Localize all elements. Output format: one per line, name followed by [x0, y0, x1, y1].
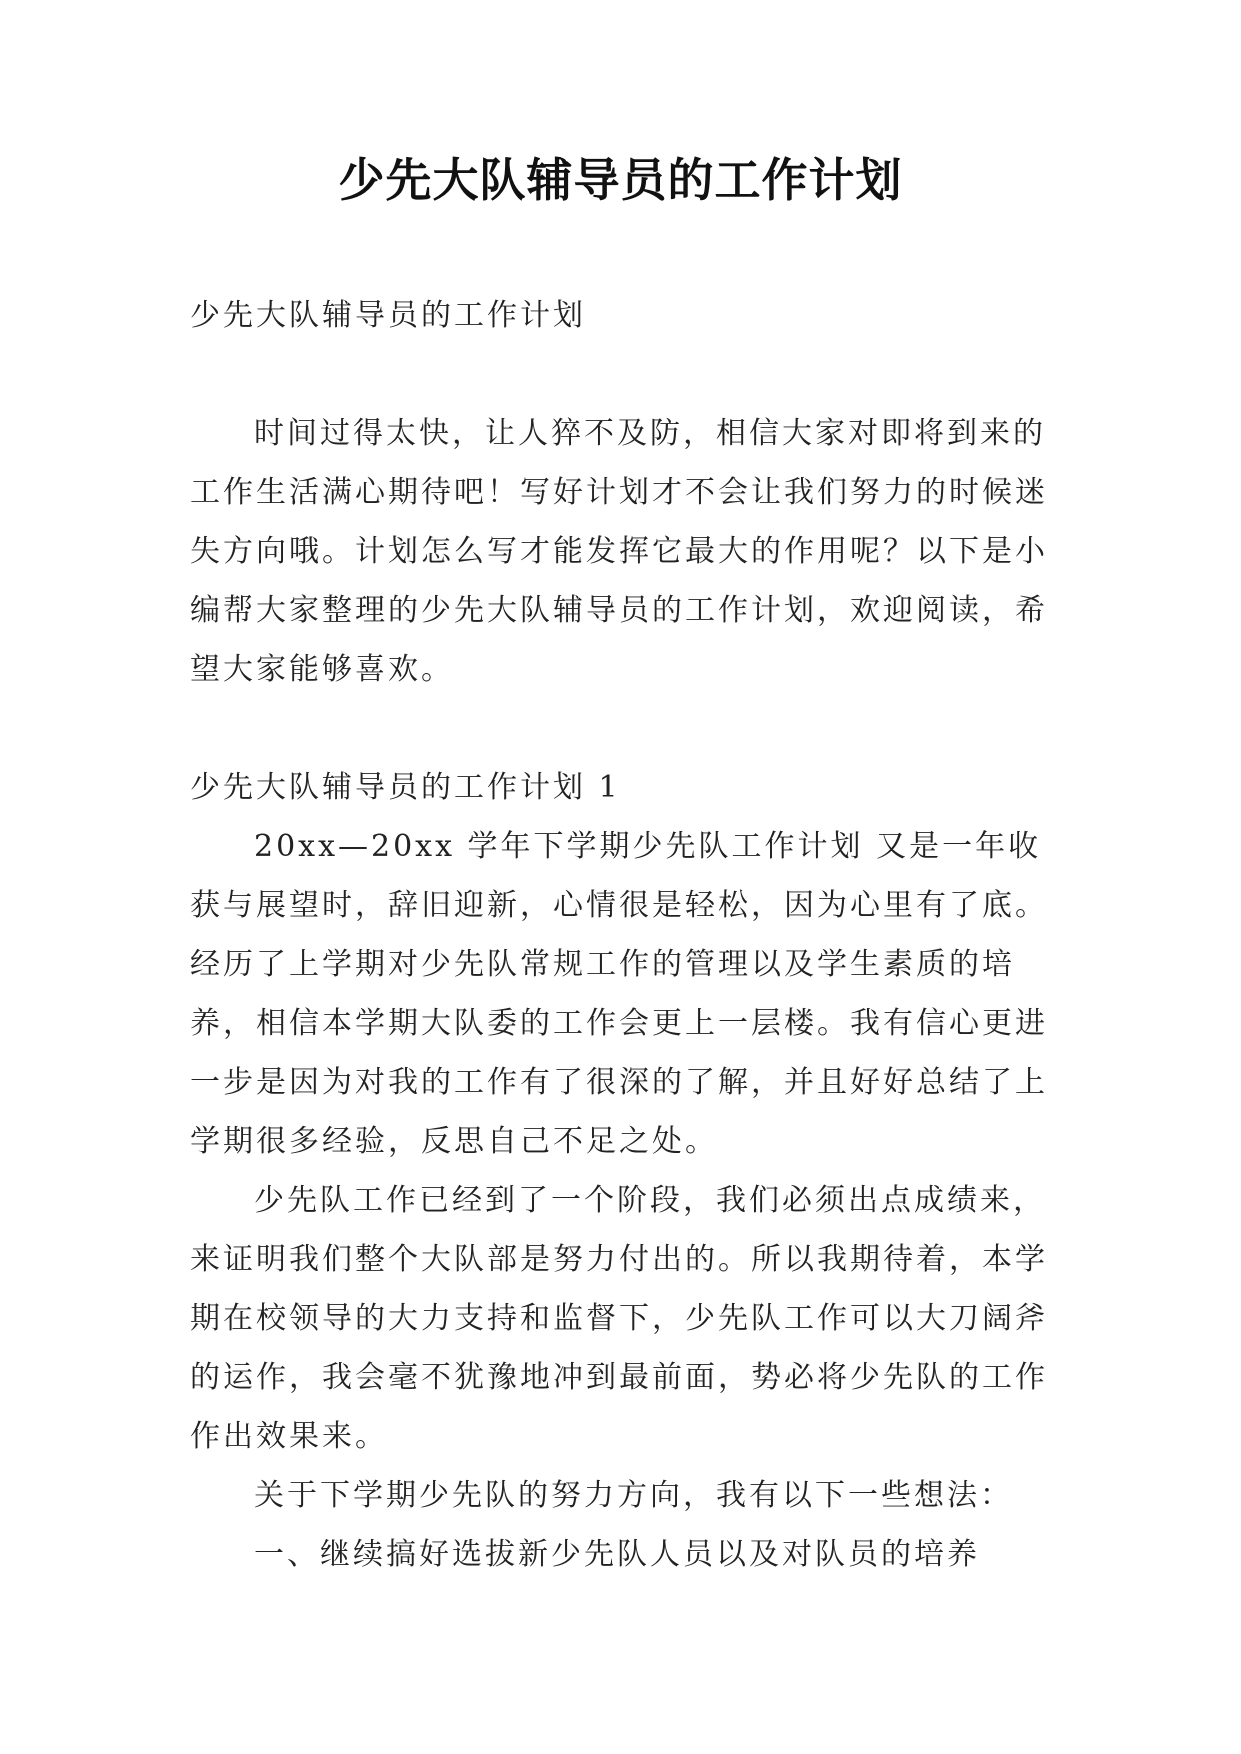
body-paragraph-4: 一、继续搞好选拔新少先队人员以及对队员的培养: [254, 1537, 980, 1572]
document-body: [190, 286, 1070, 1584]
section-heading-1: 少先大队辅导员的工作计划 1: [190, 770, 621, 805]
document-title: 少先大队辅导员的工作计划: [338, 153, 903, 207]
document-subtitle: 少先大队辅导员的工作计划: [190, 298, 586, 333]
paragraph-spacer: [190, 699, 1070, 758]
body-paragraph-1: 20xx—20xx 学年下学期少先队工作计划 又是一年收获与展望时，辞旧迎新，心情很是轻松，因为心里有了底。经历了上学期对少先队常规工作的管理以及学生素质的培养，相信本学期大队委的工作会更上一层楼。我有信心更进一步是因为对我的工作有了很深的了解，并且好好总结了上学期很多经验，反思自己不足之处。: [190, 829, 1048, 1159]
paragraph-spacer: [190, 345, 1070, 404]
intro-paragraph: 时间过得太快，让人猝不及防，相信大家对即将到来的工作生活满心期待吧！写好计划才不会让我们努力的时候迷失方向哦。计划怎么写才能发挥它最大的作用呢？以下是小编帮大家整理的少先大队辅导员的工作计划，欢迎阅读，希望大家能够喜欢。: [190, 416, 1048, 687]
body-paragraph-3: 关于下学期少先队的努力方向，我有以下一些想法：: [254, 1478, 1013, 1513]
body-paragraph-2: 少先队工作已经到了一个阶段，我们必须出点成绩来，来证明我们整个大队部是努力付出的。所以我期待着，本学期在校领导的大力支持和监督下，少先队工作可以大刀阔斧的运作，我会毫不犹豫地冲到最前面，势必将少先队的工作作出效果来。: [190, 1183, 1048, 1454]
